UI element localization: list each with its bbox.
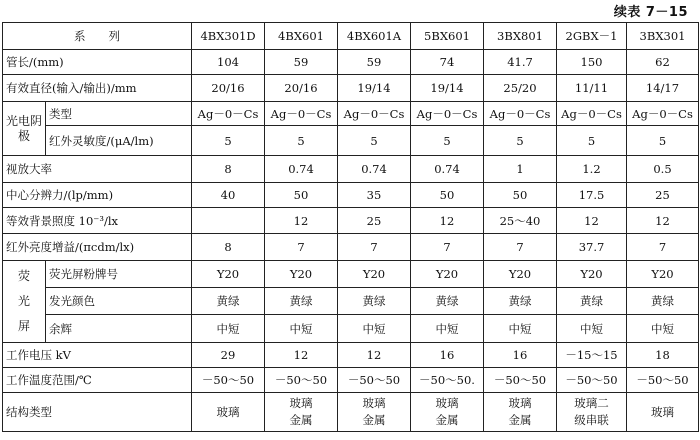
afterglow-cell: 中短	[338, 315, 411, 343]
ir-gain-cell: 8	[192, 234, 265, 261]
structure-cell	[338, 393, 411, 432]
magnification-row	[3, 156, 699, 183]
header-row	[3, 23, 699, 50]
model-header: 2GBX－1	[557, 23, 627, 50]
phosphor-cell: Y20	[484, 261, 557, 288]
resolution-label: 中心分辨力/(lp/mm)	[3, 183, 192, 208]
model-header: 3BX801	[484, 23, 557, 50]
structure-cell	[192, 393, 265, 432]
phosphor-row	[3, 261, 699, 288]
phosphor-cell: Y20	[557, 261, 627, 288]
effective-diameter-cell: 19/14	[411, 75, 484, 102]
model-header: 4BX601A	[338, 23, 411, 50]
cathode-type-label: 类型	[46, 102, 192, 126]
structure-cell	[627, 393, 699, 432]
screen-group-label	[3, 261, 46, 343]
model-header: 3BX301	[627, 23, 699, 50]
tube-length-cell: 59	[338, 50, 411, 75]
phosphor-label: 荧光屏粉牌号	[46, 261, 192, 288]
structure-line: 玻璃	[216, 404, 240, 419]
tube-length-row	[3, 50, 699, 75]
tube-length-cell: 104	[192, 50, 265, 75]
structure-line: 玻璃	[435, 396, 459, 410]
ir-sensitivity-cell: 5	[411, 126, 484, 156]
tube-length-cell: 74	[411, 50, 484, 75]
temperature-cell: －50～50	[627, 368, 699, 393]
effective-diameter-cell: 25/20	[484, 75, 557, 102]
temperature-label: 工作温度范围/℃	[3, 368, 192, 393]
background-illuminance-row	[3, 208, 699, 234]
effective-diameter-cell: 14/17	[627, 75, 699, 102]
background-illuminance-cell: 12	[557, 208, 627, 234]
structure-row	[3, 393, 699, 432]
tube-length-label: 管长/(mm)	[3, 50, 192, 75]
tube-length-cell: 41.7	[484, 50, 557, 75]
cathode-type-row	[3, 102, 699, 126]
ir-sensitivity-row	[3, 126, 699, 156]
phosphor-cell: Y20	[265, 261, 338, 288]
phosphor-cell: Y20	[627, 261, 699, 288]
temperature-cell: －50～50.	[411, 368, 484, 393]
background-illuminance-cell: 12	[627, 208, 699, 234]
temperature-cell: －50～50	[338, 368, 411, 393]
ir-gain-cell: 7	[627, 234, 699, 261]
voltage-cell: 16	[484, 343, 557, 368]
structure-line: 金属	[289, 413, 313, 427]
effective-diameter-cell: 20/16	[265, 75, 338, 102]
effective-diameter-label: 有效直径(输入/输出)/mm	[3, 75, 192, 102]
resolution-cell: 40	[192, 183, 265, 208]
voltage-cell: 29	[192, 343, 265, 368]
resolution-cell: 50	[265, 183, 338, 208]
ir-gain-cell: 7	[411, 234, 484, 261]
color-label: 发光颜色	[46, 288, 192, 315]
structure-line: 玻璃	[651, 404, 674, 419]
background-illuminance-cell: 25	[338, 208, 411, 234]
magnification-cell: 0.74	[265, 156, 338, 183]
structure-line: 玻璃	[289, 396, 313, 410]
color-cell: 黄绿	[338, 288, 411, 315]
structure-label: 结构类型	[3, 393, 192, 432]
tube-length-cell: 150	[557, 50, 627, 75]
voltage-cell: －15～15	[557, 343, 627, 368]
color-cell: 黄绿	[265, 288, 338, 315]
background-illuminance-cell	[192, 208, 265, 234]
structure-line: 金属	[362, 413, 386, 427]
screen-group-char: 光	[17, 294, 30, 308]
temperature-row	[3, 368, 699, 393]
structure-cell	[484, 393, 557, 432]
temperature-cell: －50～50	[265, 368, 338, 393]
model-header: 4BX601	[265, 23, 338, 50]
resolution-cell: 35	[338, 183, 411, 208]
color-cell: 黄绿	[484, 288, 557, 315]
structure-line: 玻璃	[508, 396, 532, 410]
voltage-cell: 18	[627, 343, 699, 368]
ir-sensitivity-cell: 5	[265, 126, 338, 156]
background-illuminance-cell: 12	[265, 208, 338, 234]
voltage-label: 工作电压 kV	[3, 343, 192, 368]
cathode-type-cell: Ag－0－Cs	[338, 102, 411, 126]
afterglow-cell: 中短	[627, 315, 699, 343]
ir-gain-cell: 7	[338, 234, 411, 261]
ir-sensitivity-cell: 5	[484, 126, 557, 156]
resolution-cell: 17.5	[557, 183, 627, 208]
effective-diameter-cell: 19/14	[338, 75, 411, 102]
cathode-type-cell: Ag－0－Cs	[484, 102, 557, 126]
resolution-cell: 25	[627, 183, 699, 208]
ir-gain-cell: 7	[265, 234, 338, 261]
afterglow-cell: 中短	[557, 315, 627, 343]
temperature-cell: －50～50	[484, 368, 557, 393]
ir-gain-label: 红外亮度增益/(πcdm/lx)	[3, 234, 192, 261]
cathode-type-cell: Ag－0－Cs	[192, 102, 265, 126]
model-header: 4BX301D	[192, 23, 265, 50]
color-cell: 黄绿	[192, 288, 265, 315]
voltage-cell: 12	[265, 343, 338, 368]
tube-length-cell: 59	[265, 50, 338, 75]
cathode-group-label: 光电阴极	[3, 102, 46, 156]
temperature-cell: －50～50	[192, 368, 265, 393]
magnification-label: 视放大率	[3, 156, 192, 183]
afterglow-cell: 中短	[484, 315, 557, 343]
magnification-cell: 0.74	[338, 156, 411, 183]
effective-diameter-cell: 11/11	[557, 75, 627, 102]
structure-line: 玻璃二	[574, 396, 609, 410]
magnification-cell: 1	[484, 156, 557, 183]
ir-gain-row	[3, 234, 699, 261]
magnification-cell: 1.2	[557, 156, 627, 183]
voltage-row	[3, 343, 699, 368]
ir-sensitivity-label: 红外灵敏度/(μA/lm)	[46, 126, 192, 156]
resolution-cell: 50	[411, 183, 484, 208]
magnification-cell: 0.5	[627, 156, 699, 183]
afterglow-label: 余辉	[46, 315, 192, 343]
structure-line: 金属	[508, 413, 532, 427]
ir-sensitivity-cell: 5	[557, 126, 627, 156]
color-cell: 黄绿	[557, 288, 627, 315]
ir-gain-cell: 37.7	[557, 234, 627, 261]
afterglow-cell: 中短	[411, 315, 484, 343]
ir-gain-cell: 7	[484, 234, 557, 261]
structure-cell	[265, 393, 338, 432]
background-illuminance-label: 等效背景照度 10⁻³/lx	[3, 208, 192, 234]
background-illuminance-cell: 12	[411, 208, 484, 234]
screen-group-char: 屏	[17, 319, 30, 333]
effective-diameter-row	[3, 75, 699, 102]
cathode-type-cell: Ag－0－Cs	[265, 102, 338, 126]
spec-table	[2, 22, 699, 432]
structure-cell	[557, 393, 627, 432]
magnification-cell: 8	[192, 156, 265, 183]
table-caption: 续表 7－15	[613, 5, 688, 20]
phosphor-cell: Y20	[411, 261, 484, 288]
ir-sensitivity-cell: 5	[338, 126, 411, 156]
afterglow-row	[3, 315, 699, 343]
structure-cell	[411, 393, 484, 432]
structure-line: 玻璃	[362, 396, 386, 410]
resolution-cell: 50	[484, 183, 557, 208]
temperature-cell: －50～50	[557, 368, 627, 393]
structure-line: 级串联	[574, 413, 609, 427]
phosphor-cell: Y20	[338, 261, 411, 288]
cathode-type-cell: Ag－0－Cs	[627, 102, 699, 126]
afterglow-cell: 中短	[265, 315, 338, 343]
color-row	[3, 288, 699, 315]
tube-length-cell: 62	[627, 50, 699, 75]
cathode-type-cell: Ag－0－Cs	[411, 102, 484, 126]
effective-diameter-cell: 20/16	[192, 75, 265, 102]
ir-sensitivity-cell: 5	[192, 126, 265, 156]
afterglow-cell: 中短	[192, 315, 265, 343]
magnification-cell: 0.74	[411, 156, 484, 183]
model-header: 5BX601	[411, 23, 484, 50]
color-cell: 黄绿	[411, 288, 484, 315]
screen-group-char: 荧	[17, 269, 30, 283]
background-illuminance-cell: 25～40	[484, 208, 557, 234]
voltage-cell: 16	[411, 343, 484, 368]
voltage-cell: 12	[338, 343, 411, 368]
cathode-type-cell: Ag－0－Cs	[557, 102, 627, 126]
ir-sensitivity-cell: 5	[627, 126, 699, 156]
color-cell: 黄绿	[627, 288, 699, 315]
phosphor-cell: Y20	[192, 261, 265, 288]
structure-line: 金属	[435, 413, 459, 427]
resolution-row	[3, 183, 699, 208]
series-header: 系 列	[3, 23, 192, 50]
